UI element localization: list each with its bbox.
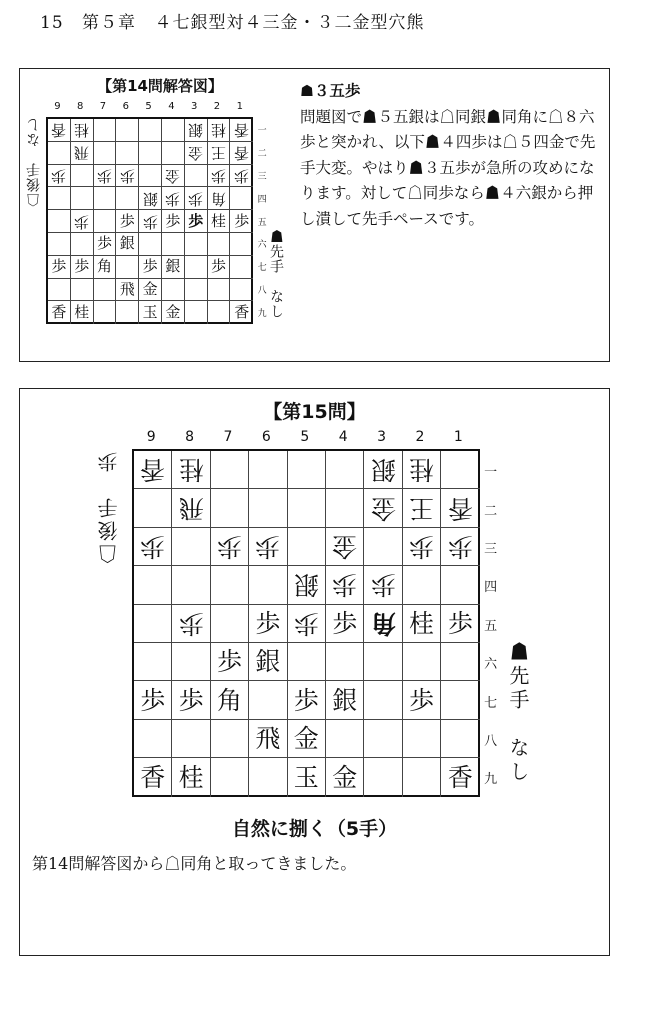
board-square[interactable] bbox=[185, 165, 208, 188]
row-number: 七 bbox=[257, 263, 267, 274]
board-square[interactable] bbox=[116, 233, 139, 256]
board-square[interactable] bbox=[139, 187, 162, 210]
shogi-board bbox=[132, 449, 480, 797]
sente-piece: 歩 bbox=[447, 608, 473, 638]
gote-piece: 金 bbox=[165, 166, 181, 185]
gote-piece: 歩 bbox=[140, 531, 166, 561]
board-square[interactable] bbox=[326, 528, 364, 566]
board-square[interactable] bbox=[116, 301, 139, 324]
column-number: 9 bbox=[54, 101, 61, 112]
board-square[interactable] bbox=[230, 142, 253, 165]
board-square[interactable] bbox=[116, 142, 139, 165]
board-square[interactable] bbox=[162, 142, 185, 165]
sente-piece: 歩 bbox=[408, 685, 434, 715]
board-square[interactable] bbox=[249, 528, 287, 566]
board-square[interactable] bbox=[403, 566, 441, 604]
gote-piece: 歩 bbox=[332, 570, 358, 600]
column-number: 2 bbox=[213, 101, 221, 112]
board-square[interactable] bbox=[403, 720, 441, 758]
board-square[interactable] bbox=[139, 233, 162, 256]
board-square[interactable] bbox=[185, 142, 208, 165]
sente-piece: 金 bbox=[142, 279, 158, 298]
board-square[interactable] bbox=[364, 451, 402, 489]
board-square[interactable] bbox=[172, 605, 210, 643]
column-number: 5 bbox=[300, 429, 310, 445]
board-square[interactable] bbox=[172, 566, 210, 604]
board-square[interactable] bbox=[139, 210, 162, 233]
board-square[interactable] bbox=[249, 451, 287, 489]
board-square[interactable] bbox=[162, 119, 185, 142]
column-number: 7 bbox=[99, 101, 107, 112]
board-square[interactable] bbox=[249, 720, 287, 758]
board-square[interactable] bbox=[134, 566, 172, 604]
gote-piece: 香 bbox=[51, 121, 67, 140]
column-number: 8 bbox=[77, 101, 84, 112]
sente-piece: 桂 bbox=[408, 608, 434, 638]
board-square[interactable] bbox=[208, 119, 231, 142]
sente-piece: 香 bbox=[447, 762, 473, 792]
column-number: 5 bbox=[145, 101, 152, 112]
gote-piece: 金 bbox=[332, 531, 358, 561]
board-square[interactable] bbox=[364, 758, 402, 796]
board-square[interactable] bbox=[441, 605, 479, 643]
column-number: 8 bbox=[185, 429, 195, 445]
gote-piece: 桂 bbox=[178, 455, 204, 485]
board-square[interactable] bbox=[172, 489, 210, 527]
board-square[interactable] bbox=[71, 142, 94, 165]
board-square[interactable] bbox=[172, 451, 210, 489]
gote-piece: 歩 bbox=[188, 189, 204, 208]
board-square[interactable] bbox=[403, 489, 441, 527]
sente-hand: ☗先手 なし bbox=[268, 229, 284, 319]
sente-piece: 歩 bbox=[210, 257, 226, 276]
board-square[interactable] bbox=[403, 605, 441, 643]
sente-piece: 銀 bbox=[332, 685, 358, 715]
board-square[interactable] bbox=[116, 119, 139, 142]
problem15-title: 【第15問】 bbox=[263, 401, 366, 423]
board-square[interactable] bbox=[139, 165, 162, 188]
sente-piece: 香 bbox=[234, 303, 250, 322]
board-square[interactable] bbox=[208, 187, 231, 210]
board-square[interactable] bbox=[134, 758, 172, 796]
board-square[interactable] bbox=[288, 643, 326, 681]
chapter-label: 第５章 bbox=[82, 13, 137, 33]
gote-piece: 角 bbox=[370, 608, 396, 638]
row-number: 七 bbox=[484, 695, 498, 711]
board-square[interactable] bbox=[94, 279, 117, 302]
row-number: 三 bbox=[257, 172, 267, 182]
board-square[interactable] bbox=[364, 566, 402, 604]
row-number: 三 bbox=[484, 542, 498, 557]
board-square[interactable] bbox=[288, 758, 326, 796]
board-square[interactable] bbox=[94, 256, 117, 279]
board-square[interactable] bbox=[185, 256, 208, 279]
board-square[interactable] bbox=[230, 256, 253, 279]
board-square[interactable] bbox=[48, 301, 71, 324]
board-square[interactable] bbox=[172, 720, 210, 758]
sente-piece: 飛 bbox=[255, 723, 281, 753]
problem15-note: 第14問解答図から☖同角と取ってきました。 bbox=[32, 854, 357, 873]
board-square[interactable] bbox=[208, 256, 231, 279]
problem14-panel bbox=[19, 68, 610, 362]
board-square[interactable] bbox=[249, 681, 287, 719]
board-square[interactable] bbox=[48, 165, 71, 188]
board-square[interactable] bbox=[208, 279, 231, 302]
sente-piece: 金 bbox=[165, 303, 181, 322]
board-square[interactable] bbox=[71, 210, 94, 233]
board-square[interactable] bbox=[326, 489, 364, 527]
board-square[interactable] bbox=[288, 489, 326, 527]
sente-piece: 金 bbox=[293, 723, 319, 753]
sente-piece: 歩 bbox=[255, 608, 281, 638]
board-square[interactable] bbox=[249, 566, 287, 604]
board-square[interactable] bbox=[134, 681, 172, 719]
sente-piece: 玉 bbox=[293, 762, 319, 792]
board-square[interactable] bbox=[139, 279, 162, 302]
board-square[interactable] bbox=[230, 119, 253, 142]
board-square[interactable] bbox=[185, 301, 208, 324]
board-square[interactable] bbox=[208, 165, 231, 188]
board-square[interactable] bbox=[139, 301, 162, 324]
board-square[interactable] bbox=[172, 758, 210, 796]
sente-piece: 香 bbox=[140, 762, 166, 792]
row-number: 八 bbox=[257, 286, 267, 296]
board-square[interactable] bbox=[185, 233, 208, 256]
board-square[interactable] bbox=[71, 119, 94, 142]
board-square[interactable] bbox=[94, 187, 117, 210]
board-square[interactable] bbox=[162, 256, 185, 279]
sente-piece: 歩 bbox=[140, 685, 166, 715]
board-square[interactable] bbox=[134, 451, 172, 489]
board-square[interactable] bbox=[71, 279, 94, 302]
board-square[interactable] bbox=[249, 605, 287, 643]
board-square[interactable] bbox=[134, 643, 172, 681]
board-square[interactable] bbox=[48, 187, 71, 210]
board-square[interactable] bbox=[364, 681, 402, 719]
gote-piece: 桂 bbox=[74, 121, 90, 140]
sente-piece: 香 bbox=[51, 303, 67, 322]
sente-piece: 歩 bbox=[178, 685, 204, 715]
gote-piece: 歩 bbox=[210, 166, 226, 185]
column-number: 7 bbox=[223, 429, 233, 445]
board-square[interactable] bbox=[134, 605, 172, 643]
board-square[interactable] bbox=[172, 528, 210, 566]
column-number: 6 bbox=[122, 101, 129, 112]
board-square[interactable] bbox=[71, 233, 94, 256]
board-square[interactable] bbox=[116, 210, 139, 233]
sente-piece: 桂 bbox=[178, 762, 204, 792]
sente-piece: 銀 bbox=[119, 234, 135, 253]
row-number: 四 bbox=[484, 580, 498, 596]
board-square[interactable] bbox=[288, 566, 326, 604]
board-square[interactable] bbox=[288, 528, 326, 566]
board-square[interactable] bbox=[364, 720, 402, 758]
gote-piece: 歩 bbox=[178, 608, 204, 638]
row-number: 九 bbox=[484, 772, 498, 788]
board-square[interactable] bbox=[364, 528, 402, 566]
gote-hand: ☖後手 歩 bbox=[97, 449, 121, 564]
row-number: 六 bbox=[484, 657, 498, 673]
gote-piece: 歩 bbox=[234, 166, 250, 185]
problem14-title: 【第14問解答図】 bbox=[97, 77, 223, 95]
sente-piece: 歩 bbox=[142, 257, 158, 276]
board-square[interactable] bbox=[211, 489, 249, 527]
board-square[interactable] bbox=[116, 187, 139, 210]
column-number: 4 bbox=[168, 101, 175, 112]
gote-piece: 歩 bbox=[447, 531, 473, 561]
board-square[interactable] bbox=[326, 566, 364, 604]
sente-piece: 桂 bbox=[210, 211, 226, 230]
problem14-commentary-block bbox=[300, 79, 600, 232]
gote-piece: 歩 bbox=[51, 166, 67, 185]
row-number: 五 bbox=[257, 217, 267, 228]
board-square[interactable] bbox=[116, 279, 139, 302]
board-square[interactable] bbox=[94, 142, 117, 165]
board-square[interactable] bbox=[441, 528, 479, 566]
gote-piece: 歩 bbox=[293, 608, 319, 638]
row-number: 五 bbox=[484, 618, 498, 634]
gote-hand: ☖後手 なし bbox=[26, 117, 42, 207]
problem14-move-heading: ☗３五歩 bbox=[300, 82, 361, 100]
board-square[interactable] bbox=[134, 720, 172, 758]
board-square[interactable] bbox=[185, 187, 208, 210]
column-number: 1 bbox=[236, 101, 243, 112]
board-square[interactable] bbox=[185, 279, 208, 302]
column-number: 2 bbox=[415, 429, 425, 445]
gote-piece: 歩 bbox=[255, 531, 281, 561]
column-number: 3 bbox=[191, 101, 198, 112]
board-square[interactable] bbox=[211, 528, 249, 566]
board-square[interactable] bbox=[116, 165, 139, 188]
board-square[interactable] bbox=[364, 489, 402, 527]
gote-piece: 歩 bbox=[370, 570, 396, 600]
column-number: 1 bbox=[453, 429, 463, 445]
gote-piece: 銀 bbox=[188, 121, 204, 140]
sente-piece: 銀 bbox=[165, 257, 181, 276]
board-square[interactable] bbox=[211, 758, 249, 796]
board-square[interactable] bbox=[48, 142, 71, 165]
sente-piece: 歩 bbox=[74, 257, 90, 276]
board-square[interactable] bbox=[134, 528, 172, 566]
row-number: 二 bbox=[257, 149, 267, 160]
board-square[interactable] bbox=[403, 528, 441, 566]
board-square[interactable] bbox=[139, 256, 162, 279]
board-square[interactable] bbox=[326, 720, 364, 758]
board-square[interactable] bbox=[326, 605, 364, 643]
gote-piece: 香 bbox=[234, 144, 250, 163]
board-square[interactable] bbox=[139, 119, 162, 142]
board-square[interactable] bbox=[249, 758, 287, 796]
sente-piece: 歩 bbox=[119, 211, 135, 230]
column-number: 6 bbox=[261, 429, 271, 445]
gote-piece: 香 bbox=[234, 121, 250, 140]
board-square[interactable] bbox=[441, 720, 479, 758]
gote-piece: 銀 bbox=[293, 570, 319, 600]
gote-piece: 桂 bbox=[210, 121, 226, 140]
board-square[interactable] bbox=[403, 758, 441, 796]
board-square[interactable] bbox=[230, 187, 253, 210]
sente-piece: 桂 bbox=[74, 303, 90, 322]
board-square[interactable] bbox=[162, 279, 185, 302]
gote-piece: 香 bbox=[447, 493, 473, 523]
board-square[interactable] bbox=[116, 256, 139, 279]
board-square[interactable] bbox=[230, 279, 253, 302]
board-square[interactable] bbox=[441, 643, 479, 681]
gote-piece: 飛 bbox=[178, 493, 204, 523]
gote-piece: 歩 bbox=[119, 166, 135, 185]
gote-piece: 香 bbox=[140, 455, 166, 485]
sente-piece: 歩 bbox=[96, 234, 112, 253]
board-square[interactable] bbox=[48, 210, 71, 233]
row-number: 一 bbox=[257, 126, 267, 137]
board-square[interactable] bbox=[288, 720, 326, 758]
chapter-topic: ４七銀型対４三金・３二金型穴熊 bbox=[154, 13, 425, 33]
board-square[interactable] bbox=[441, 489, 479, 527]
board-square[interactable] bbox=[94, 233, 117, 256]
board-square[interactable] bbox=[208, 210, 231, 233]
board-square[interactable] bbox=[403, 451, 441, 489]
board-square[interactable] bbox=[211, 605, 249, 643]
board-square[interactable] bbox=[211, 681, 249, 719]
board-square[interactable] bbox=[208, 233, 231, 256]
board-square[interactable] bbox=[94, 165, 117, 188]
row-number: 八 bbox=[484, 734, 498, 749]
sente-piece: 歩 bbox=[51, 257, 67, 276]
board-square[interactable] bbox=[71, 187, 94, 210]
gote-piece: 角 bbox=[210, 189, 226, 208]
board-square[interactable] bbox=[71, 301, 94, 324]
sente-piece: 歩 bbox=[332, 608, 358, 638]
board-square[interactable] bbox=[326, 643, 364, 681]
board-square[interactable] bbox=[172, 681, 210, 719]
board-square[interactable] bbox=[48, 256, 71, 279]
board-square[interactable] bbox=[230, 165, 253, 188]
board-square[interactable] bbox=[94, 301, 117, 324]
board-square[interactable] bbox=[288, 451, 326, 489]
board-square[interactable] bbox=[162, 233, 185, 256]
board-square[interactable] bbox=[249, 643, 287, 681]
board-square[interactable] bbox=[162, 165, 185, 188]
gote-piece: 歩 bbox=[74, 212, 90, 231]
board-square[interactable] bbox=[211, 720, 249, 758]
board-square[interactable] bbox=[134, 489, 172, 527]
shogi-board bbox=[46, 117, 253, 324]
sente-piece: 飛 bbox=[119, 279, 135, 298]
gote-piece: 銀 bbox=[142, 189, 158, 208]
board-square[interactable] bbox=[403, 643, 441, 681]
board-square[interactable] bbox=[211, 566, 249, 604]
board-square[interactable] bbox=[441, 451, 479, 489]
board-square[interactable] bbox=[208, 301, 231, 324]
sente-piece: 角 bbox=[96, 257, 112, 276]
sente-piece: 歩 bbox=[188, 211, 204, 230]
sente-piece: 歩 bbox=[216, 647, 242, 677]
gote-piece: 王 bbox=[210, 144, 226, 163]
board-square[interactable] bbox=[94, 119, 117, 142]
board-square[interactable] bbox=[230, 301, 253, 324]
gote-piece: 飛 bbox=[74, 144, 90, 163]
sente-piece: 歩 bbox=[234, 211, 250, 230]
board-square[interactable] bbox=[441, 566, 479, 604]
sente-piece: 歩 bbox=[293, 685, 319, 715]
board-square[interactable] bbox=[172, 643, 210, 681]
board-square[interactable] bbox=[162, 210, 185, 233]
page-number: 15 bbox=[40, 13, 64, 33]
gote-piece: 歩 bbox=[96, 166, 112, 185]
board-square[interactable] bbox=[48, 233, 71, 256]
board-square[interactable] bbox=[230, 210, 253, 233]
sente-hand: ☗先手 なし bbox=[506, 641, 530, 785]
column-number: 9 bbox=[146, 429, 156, 445]
board-square[interactable] bbox=[403, 681, 441, 719]
sente-piece: 銀 bbox=[255, 647, 281, 677]
column-number: 4 bbox=[338, 429, 348, 445]
board-square[interactable] bbox=[326, 758, 364, 796]
board-square[interactable] bbox=[48, 119, 71, 142]
problem15-panel bbox=[19, 388, 610, 956]
board-square[interactable] bbox=[364, 643, 402, 681]
column-number: 3 bbox=[377, 429, 387, 445]
problem14-commentary: 問題図で☗５五銀は☖同銀☗同角に☖８六歩と突かれ、以下☗４四歩は☖５四金で先手大変。やはり☗３五歩が急所の攻めになります。対して☖同歩なら☗４六銀から押し潰して先手ペースです。 bbox=[300, 107, 596, 228]
board-square[interactable] bbox=[288, 681, 326, 719]
row-number: 六 bbox=[257, 240, 267, 251]
row-number: 四 bbox=[257, 194, 267, 205]
sente-piece: 歩 bbox=[165, 211, 181, 230]
board-square[interactable] bbox=[364, 605, 402, 643]
board-square[interactable] bbox=[139, 142, 162, 165]
sente-piece: 金 bbox=[332, 762, 358, 792]
board-square[interactable] bbox=[211, 643, 249, 681]
board-square[interactable] bbox=[288, 605, 326, 643]
board-square[interactable] bbox=[211, 451, 249, 489]
board-square[interactable] bbox=[48, 279, 71, 302]
board-square[interactable] bbox=[441, 681, 479, 719]
board-square[interactable] bbox=[162, 187, 185, 210]
problem15-hint: 自然に捌く（5手） bbox=[231, 818, 398, 840]
board-square[interactable] bbox=[185, 119, 208, 142]
sente-piece: 玉 bbox=[142, 303, 158, 322]
gote-piece: 銀 bbox=[370, 455, 396, 485]
board-square[interactable] bbox=[162, 301, 185, 324]
board-square[interactable] bbox=[94, 210, 117, 233]
gote-piece: 歩 bbox=[408, 531, 434, 561]
row-number: 二 bbox=[484, 503, 498, 519]
board-square[interactable] bbox=[441, 758, 479, 796]
board-square[interactable] bbox=[326, 681, 364, 719]
board-square[interactable] bbox=[71, 256, 94, 279]
gote-piece: 歩 bbox=[142, 212, 158, 231]
board-square[interactable] bbox=[249, 489, 287, 527]
gote-piece: 歩 bbox=[165, 189, 181, 208]
board-square[interactable] bbox=[208, 142, 231, 165]
gote-piece: 歩 bbox=[216, 531, 242, 561]
sente-piece: 角 bbox=[216, 685, 242, 715]
board-square[interactable] bbox=[71, 165, 94, 188]
gote-piece: 桂 bbox=[408, 455, 434, 485]
board-square[interactable] bbox=[326, 451, 364, 489]
row-number: 一 bbox=[484, 465, 498, 481]
page-header bbox=[40, 8, 436, 33]
gote-piece: 金 bbox=[188, 144, 204, 163]
gote-piece: 金 bbox=[370, 493, 396, 523]
board-square[interactable] bbox=[230, 233, 253, 256]
row-number: 九 bbox=[257, 308, 267, 319]
board-square[interactable] bbox=[185, 210, 208, 233]
gote-piece: 王 bbox=[408, 493, 434, 523]
